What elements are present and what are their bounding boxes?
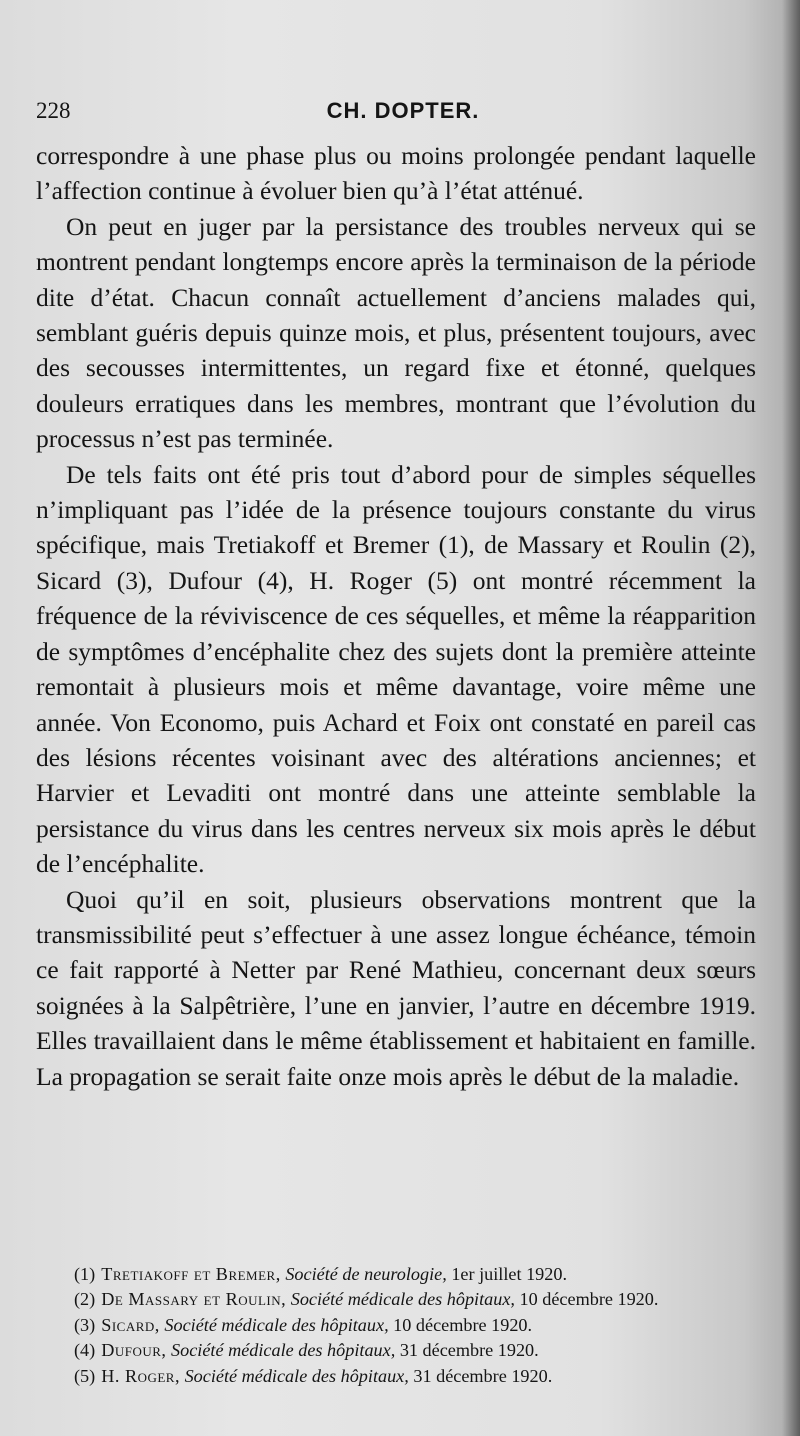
footnote-journal: Société de neurologie, xyxy=(285,1264,447,1284)
body-text xyxy=(36,138,756,1094)
footnote-2 xyxy=(44,1287,760,1312)
footnote-date: 1er juillet 1920. xyxy=(451,1264,567,1284)
footnote-5 xyxy=(44,1364,760,1389)
running-title: CH. DOPTER. xyxy=(326,98,480,123)
footnote-date: 10 décembre 1920. xyxy=(393,1314,533,1335)
footnote-mark: (3) xyxy=(74,1314,96,1335)
footnote-mark: (1) xyxy=(74,1264,96,1284)
footnote-3 xyxy=(44,1313,760,1338)
paragraph: De tels faits ont été pris tout d’abord pour de simples séquelles n’impliquant pas l’idée de la présence toujours constante du virus spécifique, mais Tretiakoff et Bremer (1), de Massary et Roulin (2), Sicard (3), Dufour (4), H. Roger (5) ont montré récemment la fréquence de la réviviscence de ces séquelles, et même la réapparition de symptômes d’encéphalite chez des sujets dont la première atteinte remontait à plusieurs mois et même davantage, voire même une année. Von Economo, puis Achard et Foix ont constaté en pareil cas des lésions récentes voisinant avec des altérations anciennes; et Harvier et Levaditi ont montré dans une atteinte semblable la persistance du virus dans les centres nerveux six mois après le début de l’encéphalite. xyxy=(36,459,756,879)
footnote-mark: (5) xyxy=(74,1365,96,1386)
footnote-authors: H. Roger, xyxy=(101,1365,181,1386)
footnote-4 xyxy=(44,1338,760,1363)
footnote-mark: (4) xyxy=(74,1340,96,1361)
footnote-journal: Société médicale des hôpitaux, xyxy=(164,1314,389,1335)
footnote-authors: Sicard, xyxy=(101,1314,160,1335)
footnote-authors: Dufour, xyxy=(101,1340,167,1361)
running-head xyxy=(36,98,770,128)
footnote-date: 31 décembre 1920. xyxy=(399,1340,539,1361)
paragraph: Quoi qu’il en soit, plusieurs observations montrent que la transmissibilité peut s’effectuer à une assez longue échéance, témoin ce fait rapporté à Netter par René Mathieu, concernant deux sœurs soignées à la Salpêtrière, l’une en janvier, l’autre en décembre 1919. Elles travaillaient dans le même établissement et habitaient en famille. La propagation se serait faite onze mois après le début de la maladie. xyxy=(36,884,756,1091)
footnotes xyxy=(44,1262,760,1389)
paragraph: On peut en juger par la persistance des troubles nerveux qui se montrent pendant longtemps encore après la terminaison de la période dite d’état. Chacun connaît actuellement d’anciens malades qui, semblant guéris depuis quinze mois, et plus, présentent toujours, avec des secousses intermittentes, un regard fixe et étonné, quelques douleurs erratiques dans les membres, montrant que l’évolution du processus n’est pas terminée. xyxy=(36,211,756,454)
footnote-date: 10 décembre 1920. xyxy=(519,1289,659,1310)
footnote-journal: Société médicale des hôpitaux, xyxy=(290,1289,515,1310)
footnote-authors: Tretiakoff et Bremer, xyxy=(101,1264,281,1284)
footnote-mark: (2) xyxy=(74,1289,96,1310)
page-number: 228 xyxy=(36,98,71,123)
footnote-date: 31 décembre 1920. xyxy=(413,1365,553,1386)
paragraph-continuation: correspondre à une phase plus ou moins prolongée pendant laquelle l’affection continue à évoluer bien qu’à l’état atténué. xyxy=(36,141,756,206)
footnote-journal: Société médicale des hôpitaux, xyxy=(184,1365,409,1386)
footnote-journal: Société médicale des hôpitaux, xyxy=(171,1340,396,1361)
footnote-authors: De Massary et Roulin, xyxy=(101,1289,287,1310)
footnote-1 xyxy=(44,1262,760,1287)
